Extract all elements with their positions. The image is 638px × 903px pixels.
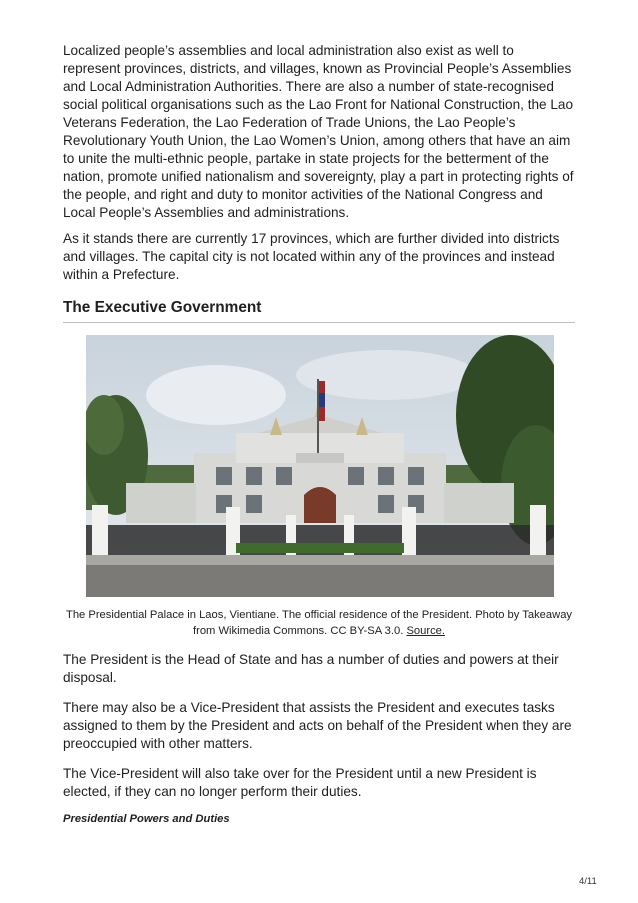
- paragraph-provinces: As it stands there are currently 17 provinces, which are further divided into districts and villages. The capital city is not located within any of the provinces and instead within a Prefecture.: [63, 231, 560, 282]
- paragraph-vice-president: There may also be a Vice-President that assists the President and executes tasks assigned to them by the President and acts on behalf of the President when they are preoccupied with other matters.: [63, 700, 572, 751]
- paragraph-vice-president-takeover: The Vice-President will also take over for the President until a new President is elected, if they can no longer perform their duties.: [63, 766, 537, 799]
- source-link[interactable]: Source.: [406, 625, 445, 637]
- presidential-palace-photo: [86, 335, 554, 597]
- document-content: [63, 42, 575, 825]
- section-heading: The Executive Government: [63, 299, 262, 316]
- heading-divider: [63, 322, 575, 323]
- caption-text: The Presidential Palace in Laos, Vientiane. The official residence of the President. Photo by Takeaway from Wikimedia Commons. CC BY-SA 3.0.: [65, 609, 573, 637]
- figure-caption: [63, 607, 575, 639]
- paragraph-president-role: The President is the Head of State and has a number of duties and powers at their disposal.: [63, 652, 559, 685]
- page-number: 4/11: [579, 876, 597, 887]
- subsection-heading: Presidential Powers and Duties: [63, 813, 230, 825]
- paragraph-local-administration: Localized people’s assemblies and local administration also exist as well to represent provinces, districts, and villages, known as Provincial People’s Assemblies and Local Administration Authorities. There are also a number of state-recognised social political organisations such as the Lao Front for National Construction, the Lao Veterans Federation, the Lao Federation of Trade Unions, the Lao People’s Revolutionary Youth Union, the Lao Women’s Union, among others that have an aim to unite the multi-ethnic people, partake in state projects for the betterment of the nation, promote unified nationalism and sovereignty, play a part in protecting rights of the people, and right and duty to monitor activities of the National Congress and Local People’s Assemblies and administrations.: [63, 43, 574, 220]
